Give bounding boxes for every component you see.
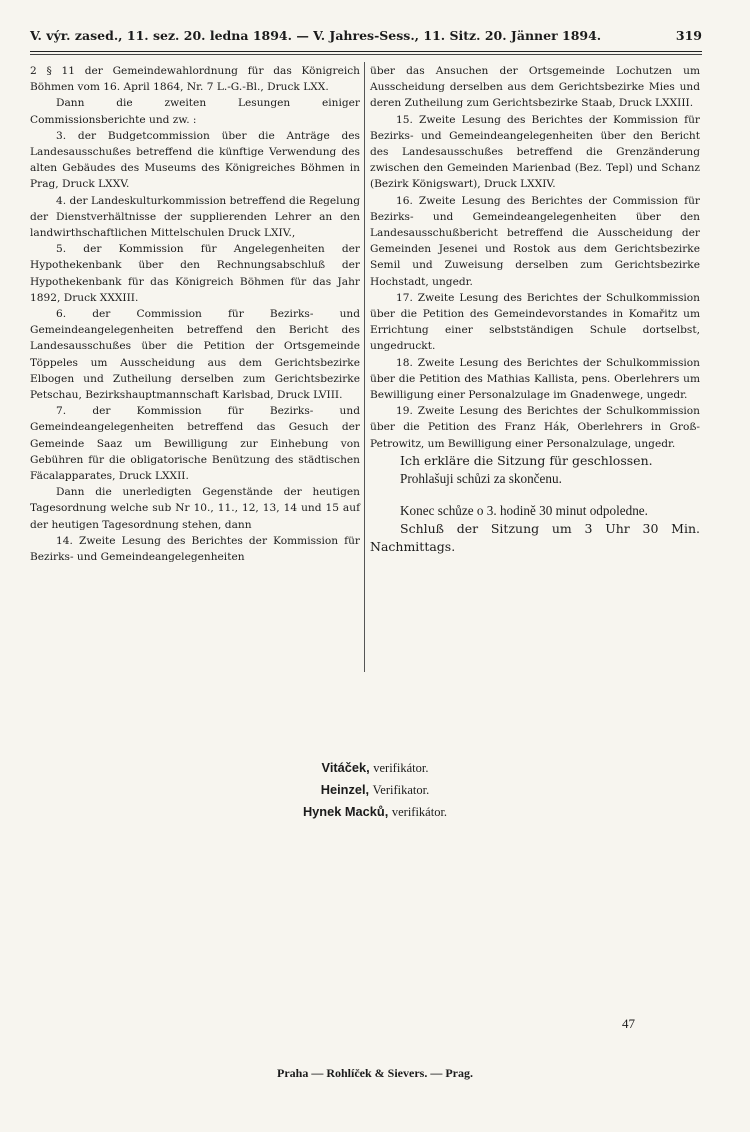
verifiers-block (0, 757, 750, 823)
closing-czech: Prohlašuji schůzi za skončenu. (400, 470, 562, 486)
right-paragraph: 19. Zweite Lesung des Berichtes der Schulkommission über die Petition des Franz Hák, Oberlehrers in Groß-Petrowitz, um Bewilligung einer Personalzulage, ungedr. (370, 405, 700, 450)
right-paragraph: über das Ansuchen der Ortsgemeinde Lochutzen um Ausscheidung derselben aus dem Gerichtsbezirke Mies und deren Zutheilung zum Gerichtsbezirke Staab, Druck LXXIII. (370, 65, 700, 110)
right-paragraph: 15. Zweite Lesung des Berichtes der Kommission für Bezirks- und Gemeindeangelegenheiten über den Bericht des Landesausschußes betreffend die Grenzänderung zwischen den Gemeinden Marienbad (Bez. Tepl) und Schanz (Bezirk Königswart), Druck LXXIV. (370, 113, 700, 191)
verifier-line (0, 801, 750, 823)
column-divider (364, 62, 365, 672)
right-paragraph: 18. Zweite Lesung des Berichtes der Schulkommission über die Petition des Mathias Kallista, pens. Oberlehrers um Bewilligung einer Personalzulage im Gnadenwege, ungedr. (370, 356, 700, 402)
left-column (30, 63, 360, 565)
bottom-page-number: 47 (622, 1016, 635, 1031)
verifier-name: Hynek Macků, (302, 804, 389, 819)
verifier-name: Vitáček, (321, 760, 370, 775)
left-paragraph: 6. der Commission für Bezirks- und Gemeindeangelegenheiten betreffend den Bericht des Landesausschußes über die Petition der Ortsgemeinde Töppeles um Ausscheidung aus dem Gerichtsbezirke Elbogen und Zutheilung derselben zum Gerichtsbezirke Petschau, Bezirkshauptmannschaft Karlsbad, Druck LVIII. (30, 308, 360, 402)
printer-footer: Praha — Rohlíček & Sievers. — Prag. (277, 1066, 473, 1080)
end-time-german: Schluß der Sitzung um 3 Uhr 30 Min. Nachmittags. (370, 520, 700, 554)
left-paragraph: 3. der Budgetcommission über die Anträge des Landesausschußes betreffend die künftige Verwendung des alten Gebäudes des Museums des Königreiches Böhmen in Prag, Druck LXXV. (30, 129, 360, 191)
left-paragraph: 5. der Kommission für Angelegenheiten der Hypothekenbank über den Rechnungsabschluß der Hypothekenbank für das Königreich Böhmen für das Jahr 1892, Druck XXXIII. (30, 243, 360, 304)
closing-german: Ich erkläre die Sitzung für geschlossen. (400, 452, 653, 468)
left-paragraph: 14. Zweite Lesung des Berichtes der Kommission für Bezirks- und Gemeindeangelegenheiten (30, 534, 360, 564)
verifier-role: verifikátor. (391, 805, 448, 819)
left-paragraph: 4. der Landeskulturkommission betreffend die Regelung der Dienstverhältnisse der supplierenden Lehrer an den landwirthschaftlichen Mittelschulen Druck LXIV., (30, 194, 360, 240)
verifier-role: Verifikator. (372, 783, 430, 797)
end-time-czech: Konec schůze o 3. hodině 30 minut odpoledne. (400, 502, 648, 518)
header-page-number: 319 (675, 28, 702, 43)
verifier-line (0, 779, 750, 801)
left-paragraph: 2 § 11 der Gemeindewahlordnung für das Königreich Böhmen vom 16. April 1864, Nr. 7 L.-G.-Bl., Druck LXX. (30, 65, 360, 94)
right-column (370, 63, 700, 556)
right-paragraph: 16. Zweite Lesung des Berichtes der Commission für Bezirks- und Gemeindeangelegenheiten über den Landesausschußbericht betreffend die Ausscheidung der Gemeinden Jesenei und Rostok aus dem Gerichtsbezirke Semil und Zuweisung derselben zum Gerichtsbezirke Hochstadt, ungedr. (370, 194, 700, 288)
page-header (30, 28, 702, 43)
left-paragraph: Dann die unerledigten Gegenstände der heutigen Tagesordnung welche sub Nr 10., 11., 12, 13, 14 und 15 auf der heutigen Tagesordnung stehen, dann (30, 486, 360, 531)
left-paragraph: 7. der Kommission für Bezirks- und Gemeindeangelegenheiten betreffend das Gesuch der Gemeinde Saaz um Bewilligung zur Einhebung von Gebühren für die obligatorische Benützung des städtischen Fäcalapparates, Druck LXXII. (30, 405, 360, 483)
header-session-info: V. výr. zased., 11. sez. 20. ledna 1894. — V. Jahres-Sess., 11. Sitz. 20. Jänner 1894. (30, 28, 602, 43)
verifier-name: Heinzel, (320, 782, 370, 797)
header-rule-thin (30, 54, 702, 55)
right-paragraph: 17. Zweite Lesung des Berichtes der Schulkommission über die Petition des Gemeindevorstandes in Komařitz um Errichtung einer selbstständigen Schule dortselbst, ungedruckt. (370, 291, 700, 353)
left-paragraph: Dann die zweiten Lesungen einiger Commissionsberichte und zw. : (30, 97, 360, 126)
header-rule (30, 51, 702, 52)
verifier-line (0, 757, 750, 779)
verifier-role: verifikátor. (373, 761, 429, 775)
